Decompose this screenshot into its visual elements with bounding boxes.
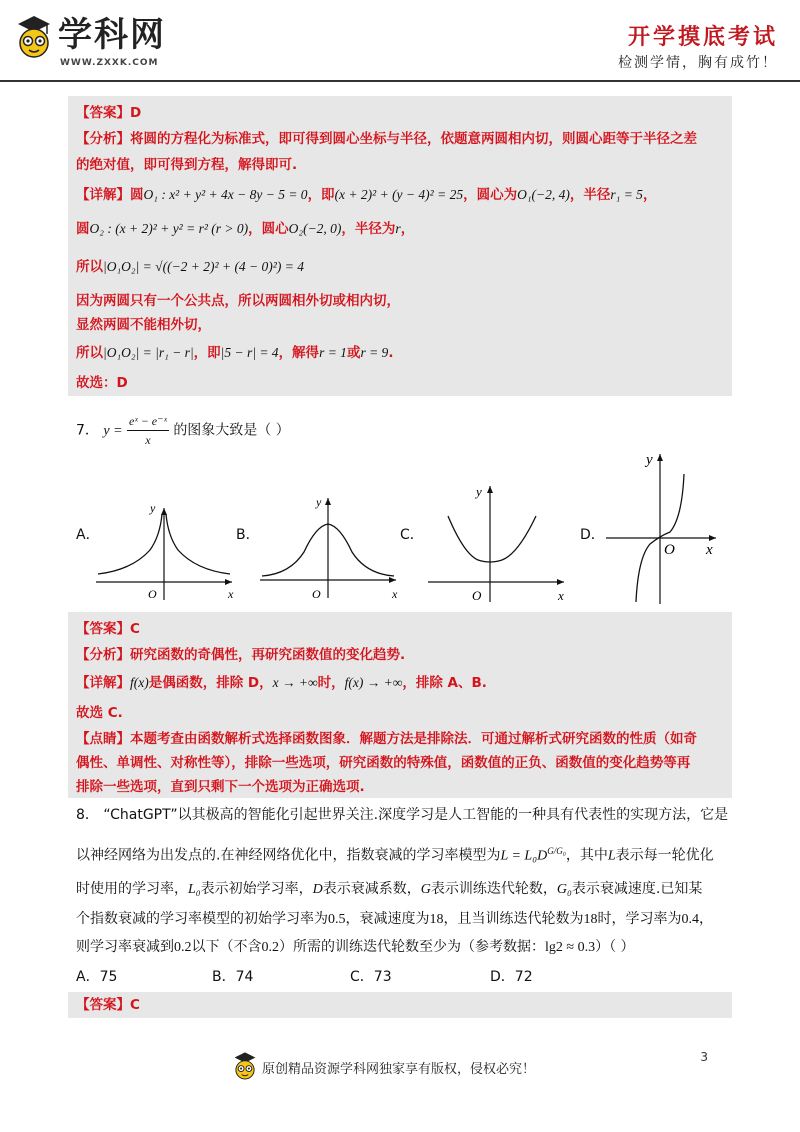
detail-text: 圆: [130, 187, 144, 203]
option-value: 73: [373, 969, 392, 985]
detail-text: ，排除 A、B.: [402, 675, 487, 691]
question-text: 以神经网络为出发点的.在神经网络优化中，指数衰减的学习率模型为: [76, 847, 501, 864]
answer-value: D: [130, 105, 142, 121]
choice-text: 故选 C.: [76, 705, 123, 721]
question-number: 7．: [76, 422, 99, 439]
equation: f(x): [130, 675, 149, 690]
analysis-tag: 【分析】: [76, 647, 130, 663]
choice-value: D: [116, 375, 128, 391]
q7-remark-line1: [76, 730, 697, 748]
header-subtitle: 检测学情，胸有成竹！: [618, 55, 778, 71]
choice-tag: 故选：: [76, 375, 117, 391]
y-axis-arrow: [487, 486, 493, 493]
equation: |5 − r| = 4: [220, 345, 279, 360]
remark-tag: 【点睛】: [76, 731, 130, 747]
question-text: 以下（不含: [191, 939, 262, 955]
y-label: y: [476, 484, 482, 499]
footer-mascot-icon: [232, 1050, 258, 1082]
equation: O₁(−2, 4): [517, 187, 570, 202]
q7-answer-line: [76, 620, 140, 638]
equation: x → +∞: [272, 675, 318, 690]
x-label: x: [558, 588, 564, 603]
page-number: 3: [700, 1050, 708, 1064]
detail-text: ，解得: [278, 345, 320, 361]
logo-url: WWW.ZXXK.COM: [60, 58, 159, 68]
equation: |O₁O₂| = |r₁ − r|: [103, 345, 194, 360]
detail-text: .: [388, 345, 394, 361]
equation: L: [607, 848, 616, 864]
footer-copyright: 原创精品资源学科网独家享有版权，侵权必究！: [262, 1062, 536, 1077]
q6-detail-line5: [76, 316, 211, 334]
question-text: 表示衰减速度.已知某: [571, 881, 703, 897]
graph-b: [256, 490, 406, 610]
question-text: 表示衰减系数，: [322, 881, 421, 897]
q8-option-b: [212, 968, 253, 986]
q6-detail-line6: [76, 344, 393, 362]
option-label: C．: [350, 969, 374, 985]
equation: y =: [103, 423, 123, 439]
origin-label: O: [664, 542, 675, 558]
equation: D: [312, 882, 323, 897]
question-text: 时，学习率为: [597, 911, 682, 927]
detail-text: 所以: [76, 345, 103, 361]
equation: G₀: [556, 882, 572, 897]
detail-text: 是偶函数，排除 D，: [148, 675, 273, 691]
question-text: ，其中: [565, 847, 608, 864]
q8-line1: 8． “ChatGPT”以其极高的智能化引起世界关注.深度学习是人工智能的一种具有代表性的实现方法，它是: [76, 807, 729, 823]
detail-text: 所以: [76, 259, 103, 275]
remark-text: 排除一些选项，直到只剩下一个选项为正确选项.: [76, 779, 365, 795]
q8-option-d: [490, 968, 533, 986]
question-text: ，: [699, 911, 713, 927]
equation: O₂(−2, 0): [288, 221, 342, 236]
number: 0.2: [261, 940, 279, 955]
origin-label: O: [312, 587, 321, 601]
x-label: x: [392, 587, 398, 601]
number: 0.2: [174, 940, 192, 955]
answer-tag: 【答案】: [76, 105, 130, 121]
analysis-text: 的绝对值，即可得到方程，解得即可.: [76, 157, 298, 173]
graph-d: [600, 448, 730, 608]
x-label: x: [706, 542, 713, 558]
logo-text: 学科网: [58, 15, 166, 55]
q8-answer-box: [68, 992, 732, 1018]
fraction: [127, 412, 169, 449]
detail-text: 或: [346, 345, 361, 361]
question-text: 表示每一轮优化: [615, 847, 714, 864]
option-value: 74: [235, 969, 254, 985]
header-title: 开学摸底考试: [627, 24, 778, 50]
q8-option-c: [350, 968, 392, 986]
y-label: y: [646, 452, 653, 468]
question-text: 则学习率衰减到: [76, 939, 174, 955]
equation: r₁ = 5: [610, 187, 643, 202]
equation: (x + 2)² + (y − 4)² = 25: [334, 187, 464, 202]
option-a-label: A．: [76, 527, 100, 543]
y-label: y: [316, 495, 322, 509]
y-axis-arrow: [325, 498, 331, 505]
x-label: x: [228, 587, 234, 601]
option-b-label: B．: [236, 527, 260, 543]
detail-text: ，: [400, 221, 415, 237]
q6-detail-line1: [76, 186, 656, 204]
q8-line2: [76, 842, 714, 866]
curve: [448, 516, 536, 562]
option-value: 75: [99, 969, 118, 985]
detail-text: 时，: [317, 675, 345, 691]
number: 0.4: [681, 912, 699, 927]
analysis-tag: 【分析】: [76, 131, 130, 147]
y-label: y: [150, 501, 156, 515]
q6-detail-line2: [76, 220, 414, 238]
answer-tag: 【答案】: [76, 997, 130, 1013]
detail-text: ，圆心: [248, 221, 289, 237]
equation: r: [395, 221, 401, 236]
question-text: 的图象大致是（ ）: [173, 422, 290, 439]
question-text: ）所需的训练迭代轮数至少为（参考数据：: [279, 939, 545, 955]
equation: L = L₀D: [500, 848, 548, 864]
q8-answer-line: [76, 996, 140, 1014]
answer-value: C: [130, 621, 140, 637]
q6-detail-line3: [76, 258, 304, 276]
q7-remark-line2: [76, 754, 690, 772]
graph-a: [92, 500, 242, 610]
q7-detail-line: [76, 674, 487, 692]
number: 18: [583, 912, 598, 927]
answer-value: C: [130, 997, 140, 1013]
detail-text: ，即: [307, 187, 335, 203]
question-text: 表示训练迭代轮数，: [430, 881, 557, 897]
equation: G: [420, 882, 431, 897]
number: 18: [429, 912, 444, 927]
q8-option-a: [76, 968, 117, 986]
curve-left: [98, 514, 162, 574]
equation: r = 9: [360, 345, 389, 360]
remark-text: 偶性、单调性、对称性等），排除一些选项，研究函数的特殊值，函数值的正负、函数值的变化趋势等再: [76, 755, 691, 771]
y-axis-arrow: [161, 508, 167, 515]
q6-analysis-line2: [76, 156, 297, 174]
x-axis-arrow: [389, 577, 396, 583]
answer-tag: 【答案】: [76, 621, 130, 637]
detail-text: 因为两圆只有一个公共点，所以两圆相外切或相内切，: [76, 293, 400, 309]
q7-analysis-line: [76, 646, 405, 664]
detail-text: 显然两圆不能相外切，: [76, 317, 211, 333]
q6-detail-line4: [76, 292, 400, 310]
origin-label: O: [472, 588, 482, 603]
equation-exponent: G/G₀: [547, 846, 566, 856]
detail-text: ，: [642, 187, 657, 203]
detail-text: ，半径为: [341, 221, 396, 237]
question-text: ，衰减速度为: [345, 911, 430, 927]
analysis-text: 将圆的方程化为标准式，即可得到圆心坐标与半径，依题意两圆相内切，则圆心距等于半径之差: [130, 131, 697, 147]
equation: |O₁O₂| = √((−2 + 2)² + (4 − 0)²) = 4: [103, 259, 304, 274]
logo-mascot-icon: [14, 14, 54, 60]
detail-text: 圆: [76, 221, 90, 237]
q6-analysis-line1: [76, 130, 697, 148]
question-text: 时使用的学习率，: [76, 881, 188, 897]
q7-choice-line: [76, 704, 123, 722]
analysis-text: 研究函数的奇偶性，再研究函数值的变化趋势.: [130, 647, 406, 663]
q7-remark-line3: [76, 778, 365, 796]
option-value: 72: [514, 969, 533, 985]
header-divider: [0, 80, 800, 82]
x-axis-arrow: [709, 535, 716, 541]
question-text: ）（ ）: [595, 939, 635, 955]
origin-label: O: [148, 587, 157, 601]
fraction-denominator: x: [145, 433, 151, 447]
equation: lg2 ≈ 0.3: [545, 940, 596, 955]
curve-right: [166, 514, 230, 574]
detail-tag: 【详解】: [76, 675, 130, 691]
q6-choice-line: [76, 374, 128, 392]
option-label: B．: [212, 969, 236, 985]
q8-line4: [76, 910, 713, 929]
equation: r = 1: [319, 345, 347, 360]
equation: O₁ : x² + y² + 4x − 8y − 5 = 0: [143, 187, 308, 202]
q8-line3: [76, 880, 702, 899]
detail-text: ，即: [193, 345, 221, 361]
detail-text: ，半径: [569, 187, 611, 203]
option-c-label: C．: [400, 527, 424, 543]
graph-c: [424, 478, 574, 608]
question-text: 表示初始学习率，: [200, 881, 313, 897]
detail-tag: 【详解】: [76, 187, 130, 203]
option-label: D．: [490, 969, 515, 985]
remark-text: 本题考查由函数解析式选择函数图象．解题方法是排除法．可通过解析式研究函数的性质（如奇: [130, 731, 697, 747]
fraction-numerator: eˣ − e⁻ˣ: [127, 412, 169, 431]
question-text: ，且当训练迭代轮数为: [443, 911, 584, 927]
q6-answer-line: [76, 104, 141, 122]
q7-stem: [76, 412, 290, 449]
option-d-label: D．: [580, 527, 605, 543]
y-axis-arrow: [657, 454, 663, 461]
question-text: 个指数衰减的学习率模型的初始学习率为: [76, 911, 328, 927]
number: 0.5: [328, 912, 346, 927]
x-axis-arrow: [557, 579, 564, 585]
equation: L₀: [188, 882, 201, 897]
option-label: A．: [76, 969, 100, 985]
x-axis-arrow: [225, 579, 232, 585]
detail-text: ，圆心为: [463, 187, 518, 203]
q8-line5: [76, 938, 635, 957]
equation: O₂ : (x + 2)² + y² = r² (r > 0): [89, 221, 249, 236]
equation: f(x) → +∞: [344, 675, 403, 690]
